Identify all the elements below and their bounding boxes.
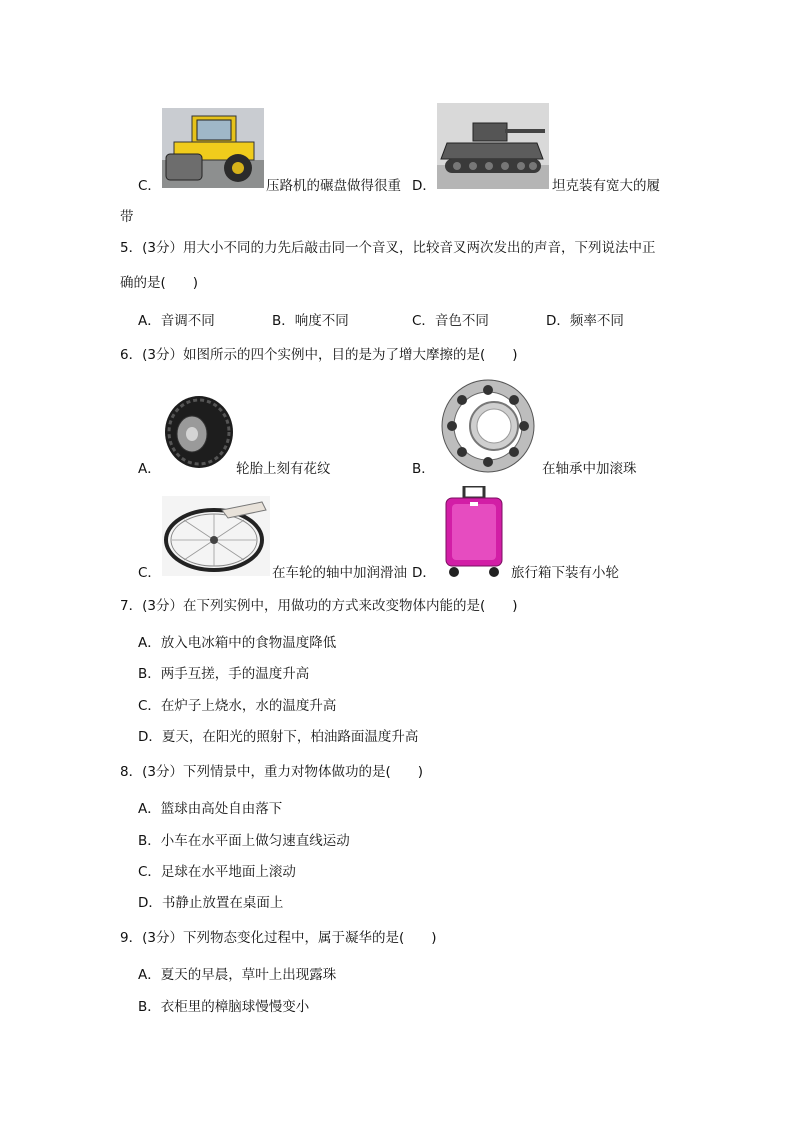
q8-option-d: D．书静止放置在桌面上	[138, 895, 284, 911]
road-roller-image	[162, 108, 264, 188]
q9-option-b: B．衣柜里的樟脑球慢慢变小	[138, 999, 310, 1015]
q5-stem-line1: 5．(3分）用大小不同的力先后敲击同一个音叉，比较音叉两次发出的声音，下列说法中正	[120, 240, 656, 256]
q6-option-a-label: A．	[138, 461, 161, 477]
q7-option-c: C．在炉子上烧水，水的温度升高	[138, 698, 337, 714]
q7-option-d: D．夏天，在阳光的照射下，柏油路面温度升高	[138, 729, 419, 745]
q9-stem: 9．(3分）下列物态变化过程中，属于凝华的是( )	[120, 930, 437, 946]
q6-option-c-label: C．	[138, 565, 161, 581]
tank-image	[437, 103, 549, 189]
q8-stem: 8．(3分）下列情景中，重力对物体做功的是( )	[120, 764, 423, 780]
q9-option-a: A．夏天的早晨，草叶上出现露珠	[138, 967, 337, 983]
q5-option-a: A．音调不同	[138, 313, 215, 329]
q7-stem: 7．(3分）在下列实例中，用做功的方式来改变物体内能的是( )	[120, 598, 518, 614]
q6-option-a-text: 轮胎上刻有花纹	[236, 461, 331, 477]
option-d-text: 坦克装有宽大的履	[552, 178, 660, 194]
q6-option-d-label: D．	[412, 565, 436, 581]
q5-option-d: D．频率不同	[546, 313, 624, 329]
q6-option-c-text: 在车轮的轴中加润滑油	[272, 565, 407, 581]
q8-option-b: B．小车在水平面上做匀速直线运动	[138, 833, 350, 849]
q6-option-b-text: 在轴承中加滚珠	[542, 461, 637, 477]
suitcase-image	[440, 486, 508, 578]
q6-option-b-label: B．	[412, 461, 435, 477]
tire-image	[162, 392, 236, 472]
q7-option-b: B．两手互搓，手的温度升高	[138, 666, 310, 682]
q5-stem-line2: 确的是( )	[120, 275, 199, 291]
q8-option-c: C．足球在水平地面上滚动	[138, 864, 296, 880]
q6-option-d-text: 旅行箱下装有小轮	[511, 565, 619, 581]
q5-option-b: B．响度不同	[272, 313, 349, 329]
q8-option-a: A．篮球由高处自由落下	[138, 801, 283, 817]
option-c-label: C．	[138, 178, 161, 194]
q5-option-c: C．音色不同	[412, 313, 489, 329]
q7-option-a: A．放入电冰箱中的食物温度降低	[138, 635, 337, 651]
option-d-label: D．	[412, 178, 436, 194]
bicycle-wheel-image	[162, 496, 270, 576]
q6-stem: 6．(3分）如图所示的四个实例中，目的是为了增大摩擦的是( )	[120, 347, 518, 363]
option-d-text-wrap: 带	[120, 209, 134, 225]
option-c-text: 压路机的碾盘做得很重	[266, 178, 401, 194]
bearing-image	[436, 378, 540, 474]
